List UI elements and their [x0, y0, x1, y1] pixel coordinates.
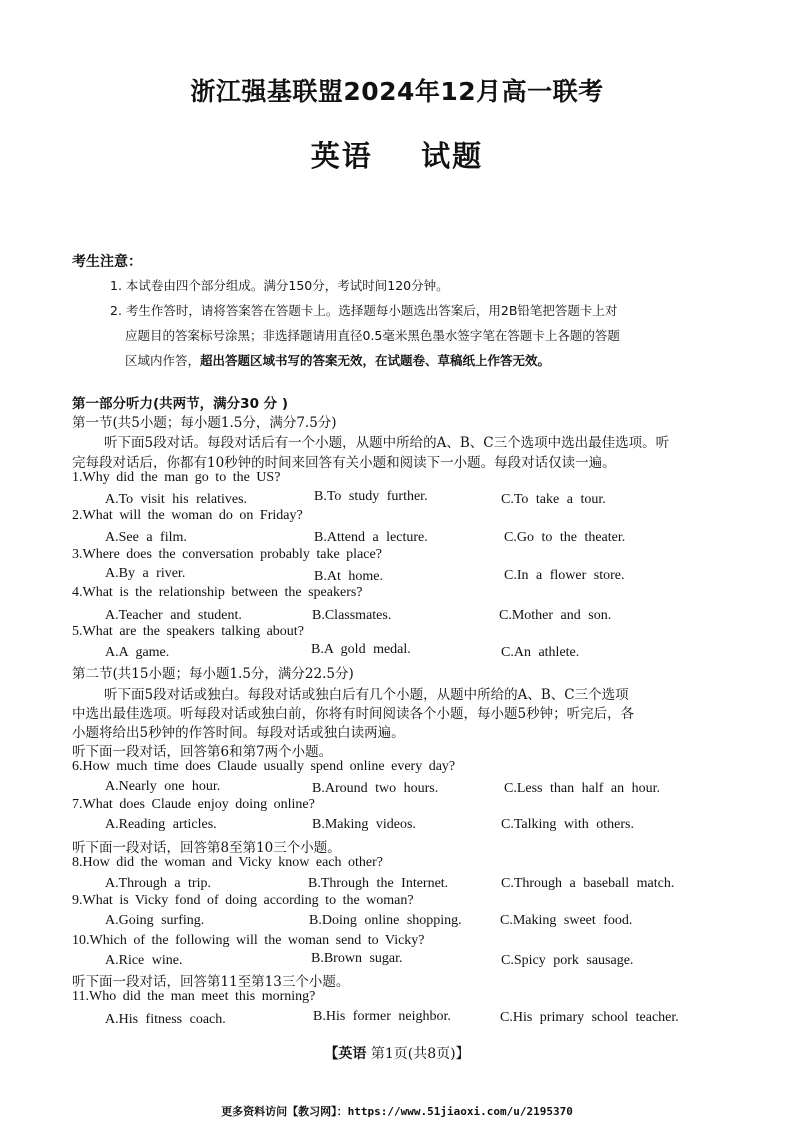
hint-q11-q13: 听下面一段对话，回答第11至第13三个小题。	[72, 974, 350, 990]
section1-instruction-line-2: 完每段对话后，你都有10秒钟的时间来回答有关小题和阅读下一小题。每段对话仅读一遍。	[72, 455, 616, 471]
question-2: 2.What will the woman do on Friday?	[72, 508, 303, 523]
resource-link[interactable]: 更多资料访问【教习网】：https://www.51jiaoxi.com/u/2195370	[221, 1105, 573, 1118]
notice-item-2-line-3-normal: 区域内作答，	[125, 353, 201, 368]
q8-option-c: C.Through a baseball match.	[501, 876, 675, 891]
exam-subtitle: 英语 试题	[310, 139, 484, 173]
q8-option-a: A.Through a trip.	[105, 876, 211, 891]
question-10: 10.Which of the following will the woman send to Vicky?	[72, 933, 425, 948]
q6-option-a: A.Nearly one hour.	[105, 779, 221, 794]
footer-subject: 【英语	[324, 1046, 367, 1062]
question-1: 1.Why did the man go to the US?	[72, 470, 281, 485]
notice-item-2-line-3	[125, 351, 550, 369]
q2-option-c: C.Go to the theater.	[504, 530, 626, 545]
notice-item-1: 1. 本试卷由四个部分组成。满分150分，考试时间120分钟。	[110, 278, 449, 293]
q3-option-b: B.At home.	[314, 569, 383, 584]
q6-option-c: C.Less than half an hour.	[504, 781, 660, 796]
section2-heading: 第二节(共15小题；每小题1.5分，满分22.5分)	[72, 666, 354, 682]
q7-option-a: A.Reading articles.	[105, 817, 217, 832]
section2-instruction-line-1: 听下面5段对话或独白。每段对话或独白后有几个小题，从题中所给的A、B、C三个选项	[104, 687, 629, 703]
q11-option-b: B.His former neighbor.	[313, 1009, 451, 1024]
question-5: 5.What are the speakers talking about?	[72, 624, 304, 639]
q7-option-b: B.Making videos.	[312, 817, 416, 832]
q1-option-c: C.To take a tour.	[501, 492, 606, 507]
q4-option-a: A.Teacher and student.	[105, 608, 242, 623]
question-9: 9.What is Vicky fond of doing according to the woman?	[72, 893, 414, 908]
hint-q8-q10: 听下面一段对话，回答第8至第10三个小题。	[72, 840, 341, 856]
q1-option-b: B.To study further.	[314, 489, 428, 504]
q4-option-c: C.Mother and son.	[499, 608, 612, 623]
q7-option-c: C.Talking with others.	[501, 817, 635, 832]
q11-option-c: C.His primary school teacher.	[500, 1010, 679, 1025]
question-8: 8.How did the woman and Vicky know each other?	[72, 855, 383, 870]
q3-option-a: A.By a river.	[105, 566, 186, 581]
part1-heading: 第一部分听力(共两节，满分30 分 )	[72, 396, 289, 412]
q5-option-c: C.An athlete.	[501, 645, 580, 660]
question-11: 11.Who did the man meet this morning?	[72, 989, 316, 1004]
hint-q6-q7: 听下面一段对话，回答第6和第7两个小题。	[72, 744, 333, 760]
q11-option-a: A.His fitness coach.	[105, 1012, 226, 1027]
question-3: 3.Where does the conversation probably take place?	[72, 547, 382, 562]
footer-page-number: 第1页(共8页)】	[366, 1046, 470, 1062]
q9-option-a: A.Going surfing.	[105, 913, 205, 928]
page-footer	[0, 1043, 794, 1063]
section1-instruction-line-1: 听下面5段对话。每段对话后有一个小题，从题中所给的A、B、C三个选项中选出最佳选项。听	[104, 435, 670, 451]
section1-heading: 第一节(共5小题；每小题1.5分，满分7.5分)	[72, 415, 337, 431]
question-4: 4.What is the relationship between the speakers?	[72, 585, 363, 600]
q8-option-b: B.Through the Internet.	[308, 876, 449, 891]
notice-item-2-line-2: 应题目的答案标号涂黑；非选择题请用直径0.5毫米黑色墨水签字笔在答题卡上各题的答题	[125, 328, 620, 343]
q5-option-b: B.A gold medal.	[311, 642, 411, 657]
q6-option-b: B.Around two hours.	[312, 781, 439, 796]
q10-option-a: A.Rice wine.	[105, 953, 183, 968]
q2-option-b: B.Attend a lecture.	[314, 530, 428, 545]
q4-option-b: B.Classmates.	[312, 608, 392, 623]
q10-option-c: C.Spicy pork sausage.	[501, 953, 634, 968]
notice-item-2-line-3-bold: 超出答题区域书写的答案无效，在试题卷、草稿纸上作答无效。	[200, 353, 551, 368]
exam-title: 浙江强基联盟2024年12月高一联考	[190, 77, 604, 106]
notice-item-2-line-1: 2. 考生作答时，请将答案答在答题卡上。选择题每小题选出答案后，用2B铅笔把答题卡上对	[110, 303, 618, 318]
q5-option-a: A.A game.	[105, 645, 170, 660]
q10-option-b: B.Brown sugar.	[311, 951, 403, 966]
section2-instruction-line-2: 中选出最佳选项。听每段对话或独白前，你将有时间阅读各个小题，每小题5秒钟；听完后，各	[72, 706, 635, 722]
q9-option-c: C.Making sweet food.	[500, 913, 633, 928]
q9-option-b: B.Doing online shopping.	[309, 913, 462, 928]
question-6: 6.How much time does Claude usually spend online every day?	[72, 759, 456, 774]
q2-option-a: A.See a film.	[105, 530, 187, 545]
section2-instruction-line-3: 小题将给出5秒钟的作答时间。每段对话或独白读两遍。	[72, 725, 405, 741]
q1-option-a: A.To visit his relatives.	[105, 492, 248, 507]
question-7: 7.What does Claude enjoy doing online?	[72, 797, 315, 812]
q3-option-c: C.In a flower store.	[504, 568, 625, 583]
notice-heading: 考生注意：	[72, 254, 142, 270]
